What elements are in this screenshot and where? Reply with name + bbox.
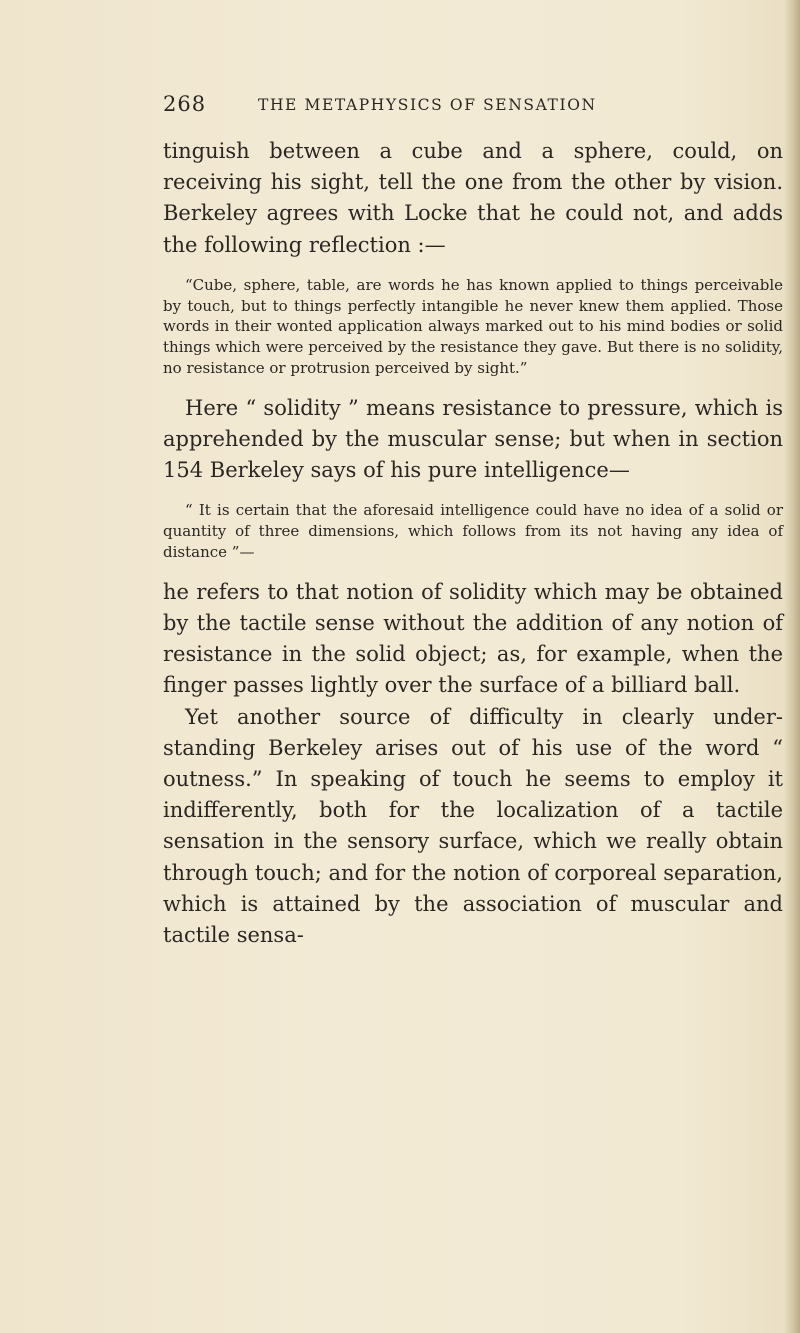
paragraph-outness: Yet another source of difficulty in clearly under-standing Berkeley arises out of his use of the word “ outness.” In speaking of touch he seems to employ it indifferently, both for the localization of a tactile sensation in the sensory surface, which we really obtain through touch; and for the notion of corporeal separation, which is attained by the association of muscular and tactile sensa-	[163, 704, 783, 948]
paragraph-solidity: Here “ solidity ” means resistance to pressure, which is apprehended by the muscular sense; but when in section 154 Berkeley says of his pure intelligence—	[163, 395, 783, 483]
paragraph-continuation: tinguish between a cube and a sphere, could, on receiving his sight, tell the one from the other by vision. Berkeley agrees with Locke that he could not, and adds the following reflection :—	[163, 139, 783, 257]
block-quote-cube-sphere: “Cube, sphere, table, are words he has known applied to things perceivable by touch, but to things perfectly intangible he never knew them applied. Those words in their wonted application always marked out to his mind bodies or solid things which were perceived by the resistance they gave. But there is no solidity, no resistance or protrusion perceived by sight.”	[163, 275, 783, 377]
running-head	[163, 92, 783, 124]
page-content	[163, 92, 783, 951]
running-title: THE METAPHYSICS OF SENSATION	[258, 96, 597, 114]
paragraph-tactile-sense: he refers to that notion of solidity which may be obtained by the tactile sense without the addition of any notion of resistance in the solid object; as, for example, when the finger passes lightly over the surface of a billiard ball.	[163, 579, 783, 698]
block-quote-intelligence: “ It is certain that the aforesaid intelligence could have no idea of a solid or quantity of three dimensions, which follows from its not having any idea of distance ”—	[163, 501, 783, 561]
page-number: 268	[163, 92, 207, 116]
page-gutter-shadow	[784, 0, 800, 1333]
